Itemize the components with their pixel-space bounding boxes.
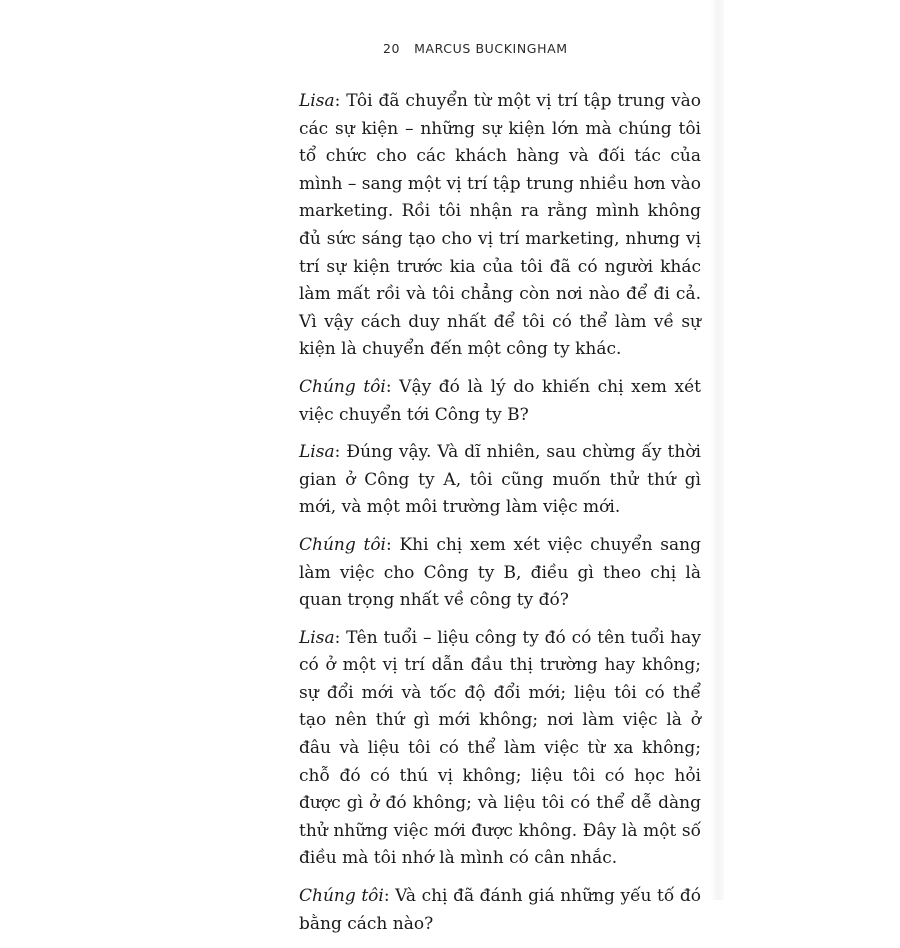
paragraph [299,625,701,873]
speaker-label: Lisa [299,442,335,463]
author-name: MARCUS BUCKINGHAM [414,41,568,56]
speaker-label: Chúng tôi [299,886,384,907]
speaker-label: Chúng tôi [299,534,386,555]
speaker-label: Chúng tôi [299,376,386,397]
page-number: 20 [383,41,401,56]
paragraph-text: : Đúng vậy. Và dĩ nhiên, sau chừng ấy thời gian ở Công ty A, tôi cũng muốn thử thứ gì mới, và một môi trường làm việc mới. [299,442,701,518]
running-header [383,41,568,56]
paragraph [299,88,701,364]
paragraph-text: : Tên tuổi – liệu công ty đó có tên tuổi hay có ở một vị trí dẫn đầu thị trường hay không; sự đổi mới và tốc độ đổi mới; liệu tôi có thể tạo nên thứ gì mới không; nơi làm việc là ở đâu và liệu tôi có thể làm việc từ xa không; chỗ đó có thú vị không; liệu tôi có học hỏi được gì ở đó không; và liệu tôi có thể dễ dàng thử những việc mới được không. Đây là một số điều mà tôi nhớ là mình có cân nhắc. [299,627,701,869]
paragraph [299,374,701,429]
paragraph [299,439,701,522]
speaker-label: Lisa [299,627,335,648]
paragraph-text: : Và chị đã đánh giá những yếu tố đó bằng cách nào? [299,886,701,934]
paragraph [299,532,701,615]
paragraph-text: : Vậy đó là lý do khiến chị xem xét việc chuyển tới Công ty B? [299,376,701,425]
interview-text [299,88,701,948]
speaker-label: Lisa [299,91,335,111]
page-edge-shadow [710,0,724,900]
paragraph-text: : Khi chị xem xét việc chuyển sang làm việc cho Công ty B, điều gì theo chị là quan trọng nhất về công ty đó? [299,534,701,611]
paragraph-text: : Tôi đã chuyển từ một vị trí tập trung vào các sự kiện – những sự kiện lớn mà chúng tôi tổ chức cho các khách hàng và đối tác của mình – sang một vị trí tập trung nhiều hơn vào marketing. Rồi tôi nhận ra rằng mình không đủ sức sáng tạo cho vị trí marketing, nhưng vị trí sự kiện trước kia của tôi đã có người khác làm mất rồi và tôi chẳng còn nơi nào để đi cả. Vì vậy cách duy nhất để tôi có thể làm về sự kiện là chuyển đến một công ty khác. [299,91,701,360]
paragraph [299,883,701,938]
